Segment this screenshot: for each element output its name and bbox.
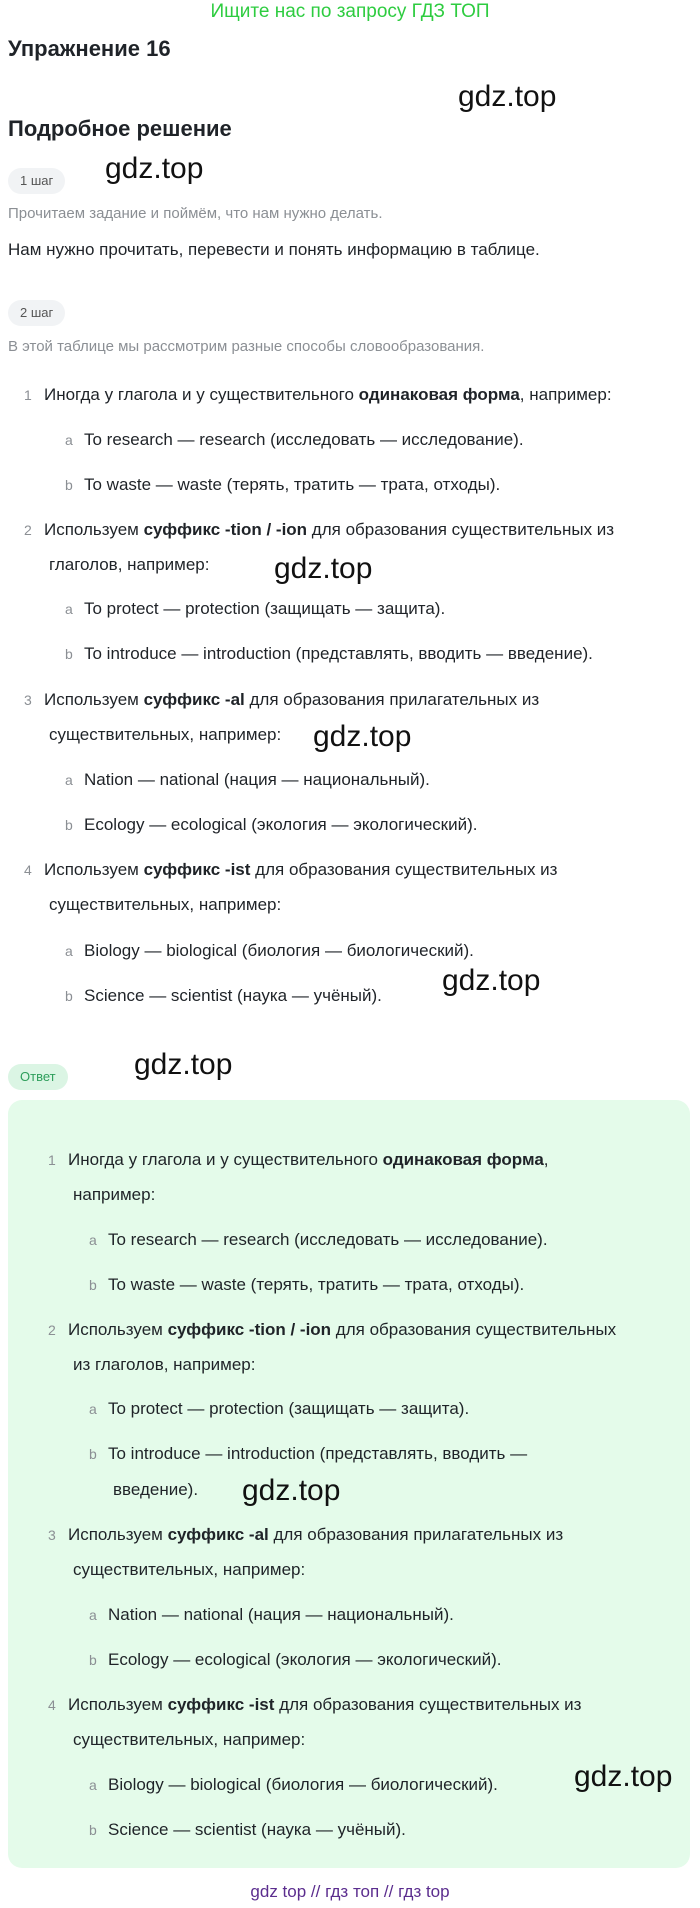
example-text: Ecology — ecological (экология — экологический). <box>108 1650 502 1669</box>
watermark: gdz.top <box>458 80 557 113</box>
list-item: Используем суффикс -al для образования прилагательных из <box>68 1525 564 1544</box>
list-number: 4 <box>24 862 32 878</box>
example-letter: a <box>89 1607 97 1623</box>
example-letter: a <box>65 772 73 788</box>
example-letter: b <box>89 1822 97 1838</box>
example-letter: a <box>65 601 73 617</box>
list-item-cont: глаголов, например: <box>49 555 210 574</box>
list-item-cont: существительных, например: <box>73 1560 306 1579</box>
list-number: 3 <box>48 1527 56 1543</box>
list-number: 2 <box>24 522 32 538</box>
example-text: To protect — protection (защищать — защита). <box>84 599 446 618</box>
watermark: gdz.top <box>313 720 412 753</box>
example-letter: a <box>89 1401 97 1417</box>
watermark: gdz.top <box>134 1048 233 1081</box>
list-number: 4 <box>48 1697 56 1713</box>
step-2-hint: В этой таблице мы рассмотрим разные способы словообразования. <box>8 338 485 355</box>
example-text: Nation — national (нация — национальный). <box>84 770 430 789</box>
footer-links[interactable]: gdz top // гдз топ // гдз top <box>250 1882 450 1901</box>
list-item: Иногда у глагола и у существительного одинаковая форма, например: <box>44 385 612 404</box>
step-1-badge: 1 шаг <box>8 168 65 194</box>
page-title: Упражнение 16 <box>8 36 171 61</box>
list-item: Иногда у глагола и у существительного одинаковая форма, <box>68 1150 549 1169</box>
step-1-hint: Прочитаем задание и поймём, что нам нужно делать. <box>8 205 383 222</box>
example-letter: a <box>89 1777 97 1793</box>
example-text: Ecology — ecological (экология — экологический). <box>84 815 478 834</box>
list-item: Используем суффикс -tion / -ion для образования существительных <box>68 1320 617 1339</box>
example-letter: a <box>65 432 73 448</box>
step-2-badge: 2 шаг <box>8 300 65 326</box>
list-number: 2 <box>48 1322 56 1338</box>
watermark: gdz.top <box>574 1760 673 1793</box>
example-letter: a <box>89 1232 97 1248</box>
example-text: To waste — waste (терять, тратить — трата, отходы). <box>108 1275 525 1294</box>
list-number: 1 <box>24 387 32 403</box>
example-text: Science — scientist (наука — учёный). <box>84 986 382 1005</box>
list-number: 3 <box>24 692 32 708</box>
list-item: Используем суффикс -al для образования прилагательных из <box>44 690 540 709</box>
example-letter: b <box>65 817 73 833</box>
watermark: gdz.top <box>105 152 204 185</box>
watermark: gdz.top <box>442 964 541 997</box>
list-item: Используем суффикс -tion / -ion для образования существительных из <box>44 520 615 539</box>
list-item-cont: из глаголов, например: <box>73 1355 256 1374</box>
answer-badge: Ответ <box>8 1064 68 1090</box>
example-text: To introduce — introduction (представлять, вводить — <box>108 1444 528 1463</box>
example-text: Biology — biological (биология — биологический). <box>108 1775 498 1794</box>
answer-panel <box>8 1100 690 1868</box>
solution-heading: Подробное решение <box>8 116 232 141</box>
example-letter: b <box>89 1652 97 1668</box>
example-letter: b <box>89 1446 97 1462</box>
step-1-text: Нам нужно прочитать, перевести и понять информацию в таблице. <box>8 240 540 259</box>
example-text: To research — research (исследовать — исследование). <box>108 1230 548 1249</box>
example-text: To protect — protection (защищать — защита). <box>108 1399 470 1418</box>
example-letter: b <box>65 646 73 662</box>
example-letter: a <box>65 943 73 959</box>
list-item-cont: существительных, например: <box>49 725 282 744</box>
example-letter: b <box>89 1277 97 1293</box>
example-letter: b <box>65 988 73 1004</box>
list-item-cont: существительных, например: <box>73 1730 306 1749</box>
list-item: Используем суффикс -ist для образования существительных из <box>68 1695 582 1714</box>
watermark: gdz.top <box>274 552 373 585</box>
example-text: Science — scientist (наука — учёный). <box>108 1820 406 1839</box>
list-item-cont: существительных, например: <box>49 895 282 914</box>
example-text: Biology — biological (биология — биологический). <box>84 941 474 960</box>
list-number: 1 <box>48 1152 56 1168</box>
example-letter: b <box>65 477 73 493</box>
list-item-cont: например: <box>73 1185 156 1204</box>
example-text-cont: введение). <box>113 1480 199 1499</box>
example-text: To introduce — introduction (представлять, вводить — введение). <box>84 644 593 663</box>
example-text: Nation — national (нация — национальный). <box>108 1605 454 1624</box>
search-banner: Ищите нас по запросу ГДЗ ТОП <box>210 1 490 22</box>
list-item: Используем суффикс -ist для образования существительных из <box>44 860 558 879</box>
example-text: To waste — waste (терять, тратить — трата, отходы). <box>84 475 501 494</box>
watermark: gdz.top <box>242 1474 341 1507</box>
example-text: To research — research (исследовать — исследование). <box>84 430 524 449</box>
